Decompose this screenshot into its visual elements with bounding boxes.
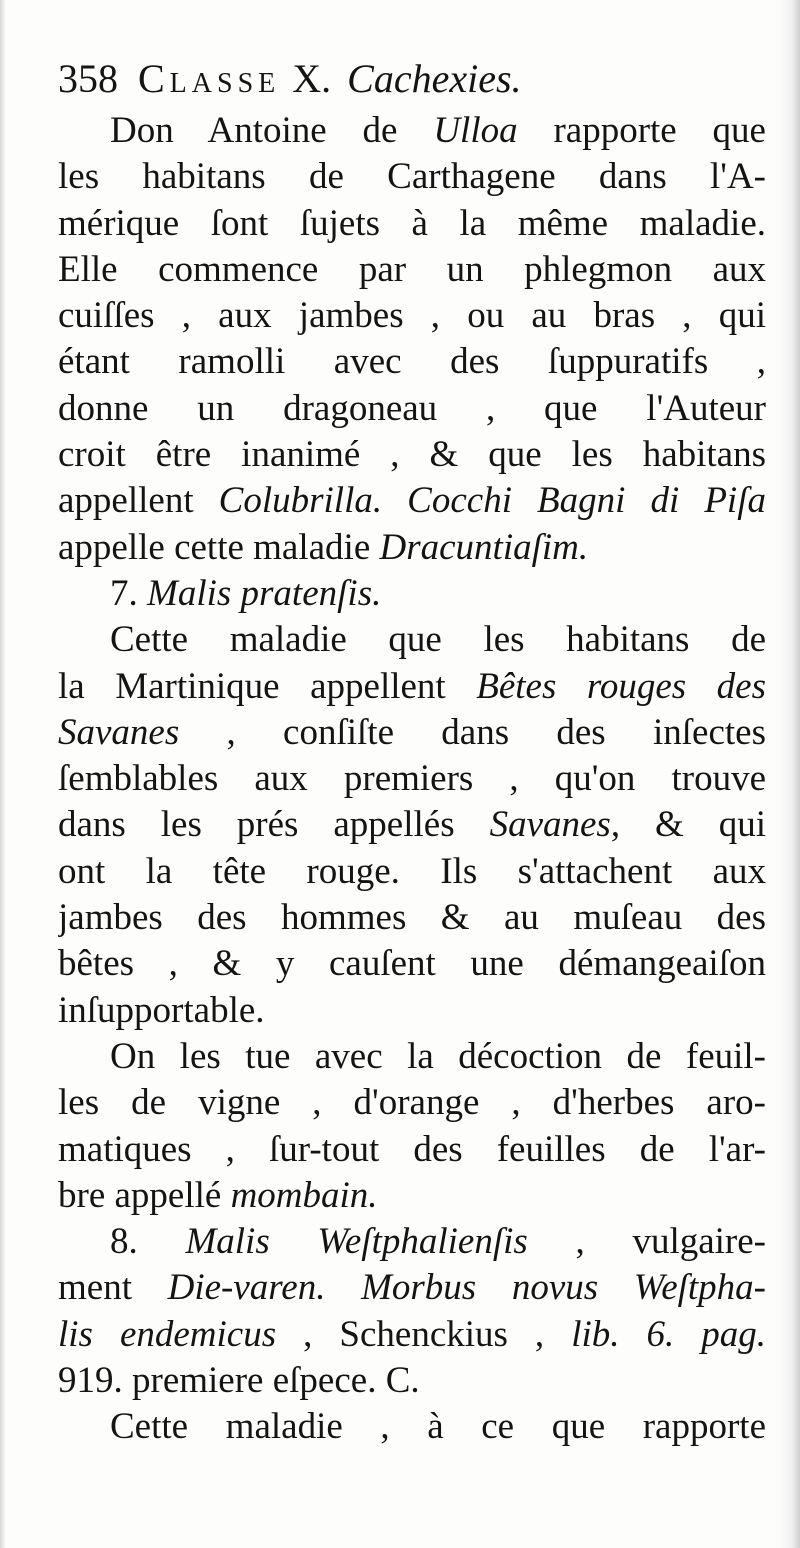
text-line [58,802,766,848]
text-line [58,1080,766,1126]
text-segment: bre appellé [58,1174,231,1216]
class-label: Classe [138,56,281,101]
text-line [58,1265,766,1311]
text-line [58,201,766,247]
text-segment: appellent [58,480,219,522]
text-segment: inſupportable. [58,989,265,1031]
text-line [58,1358,766,1404]
italic-text: lib. 6. pag. [571,1313,766,1355]
text-line [58,1219,766,1265]
text-line [58,108,766,154]
text-segment: , vulgaire- [527,1221,766,1263]
text-segment: bêtes , & y cauſent une démangeaiſon [58,943,766,985]
text-segment: les habitans de Carthagene dans l'A- [58,156,766,198]
text-segment: les de vigne , d'orange , d'herbes aro- [58,1082,766,1124]
text-line [58,293,766,339]
text-line [58,1034,766,1080]
italic-text: Ulloa [433,110,518,151]
text-segment: Elle commence par un phlegmon aux [58,248,766,290]
page-left-edge [0,0,6,1548]
text-segment: mérique ſont ſujets à la même maladie. [58,202,766,244]
italic-text: Colubrilla. Cocchi Bagni di Piſa [218,480,766,522]
text-line [58,247,766,293]
text-line [58,478,766,524]
page-content [58,50,766,1451]
text-segment: la Martinique appellent [58,665,477,707]
text-segment: , conſiſte dans des inſectes [179,711,766,753]
text-line [58,895,766,941]
text-line [58,154,766,200]
text-segment: ſemblables aux premiers , qu'on trouve [58,758,766,800]
text-segment: croit être inanimé , & que les habitans [58,434,766,476]
italic-text: Die-varen. Morbus novus Weſtpha- [167,1267,766,1309]
text-line [58,941,766,987]
italic-text: mombain. [230,1174,378,1216]
text-segment: On les tue avec la décoction de feuil- [110,1035,766,1077]
text-line [58,432,766,478]
text-line [58,849,766,895]
text-segment: matiques , ſur-tout des feuilles de l'ar- [58,1128,766,1170]
text-segment: étant ramolli avec des ſuppuratifs , [58,341,766,383]
italic-text: Bêtes rouges des [476,665,766,707]
text-segment: donne un dragoneau , que l'Auteur [58,387,766,429]
section-title: Cachexies. [347,56,522,101]
text-segment: Cette maladie que les habitans de [110,619,766,661]
text-line [58,1127,766,1173]
text-segment: 8. [110,1221,186,1263]
running-header [58,50,766,108]
text-segment: dans les prés appellés [58,804,490,846]
text-line [58,571,766,617]
text-segment: 7. [110,572,147,614]
italic-text: Malis pratenſis. [147,572,382,614]
text-segment: , Schenckius , [276,1313,572,1355]
text-line [58,386,766,432]
text-segment: Don Antoine de [110,110,434,151]
class-number: X. [292,56,332,101]
page-number: 358 [58,56,118,101]
text-segment: , & qui [610,804,766,846]
text-line [58,1404,766,1450]
italic-text: Dracuntiaſim. [379,526,589,568]
text-segment: appelle cette maladie [58,526,380,568]
text-segment: rapporte que [517,110,766,151]
text-segment: 919. premiere eſpece. C. [58,1360,420,1402]
italic-text: Savanes [58,711,180,753]
text-segment: jambes des hommes & au muſeau des [58,897,766,939]
text-line [58,617,766,663]
text-segment: ont la tête rouge. Ils s'attachent aux [58,850,766,892]
body-text [58,108,766,1451]
italic-text: lis endemicus [58,1313,277,1355]
text-line [58,339,766,385]
page-right-edge [778,0,800,1548]
text-line [58,756,766,802]
italic-text: Malis Weſtphalienſis [185,1221,528,1263]
text-segment: ment [58,1267,168,1309]
text-line [58,988,766,1034]
text-line [58,525,766,571]
text-segment: cuiſſes , aux jambes , ou au bras , qui [58,295,766,337]
italic-text: Savanes [489,804,611,846]
text-line [58,1312,766,1358]
text-line [58,1173,766,1219]
text-segment: Cette maladie , à ce que rapporte [110,1406,766,1448]
text-line [58,710,766,756]
text-line [58,664,766,710]
